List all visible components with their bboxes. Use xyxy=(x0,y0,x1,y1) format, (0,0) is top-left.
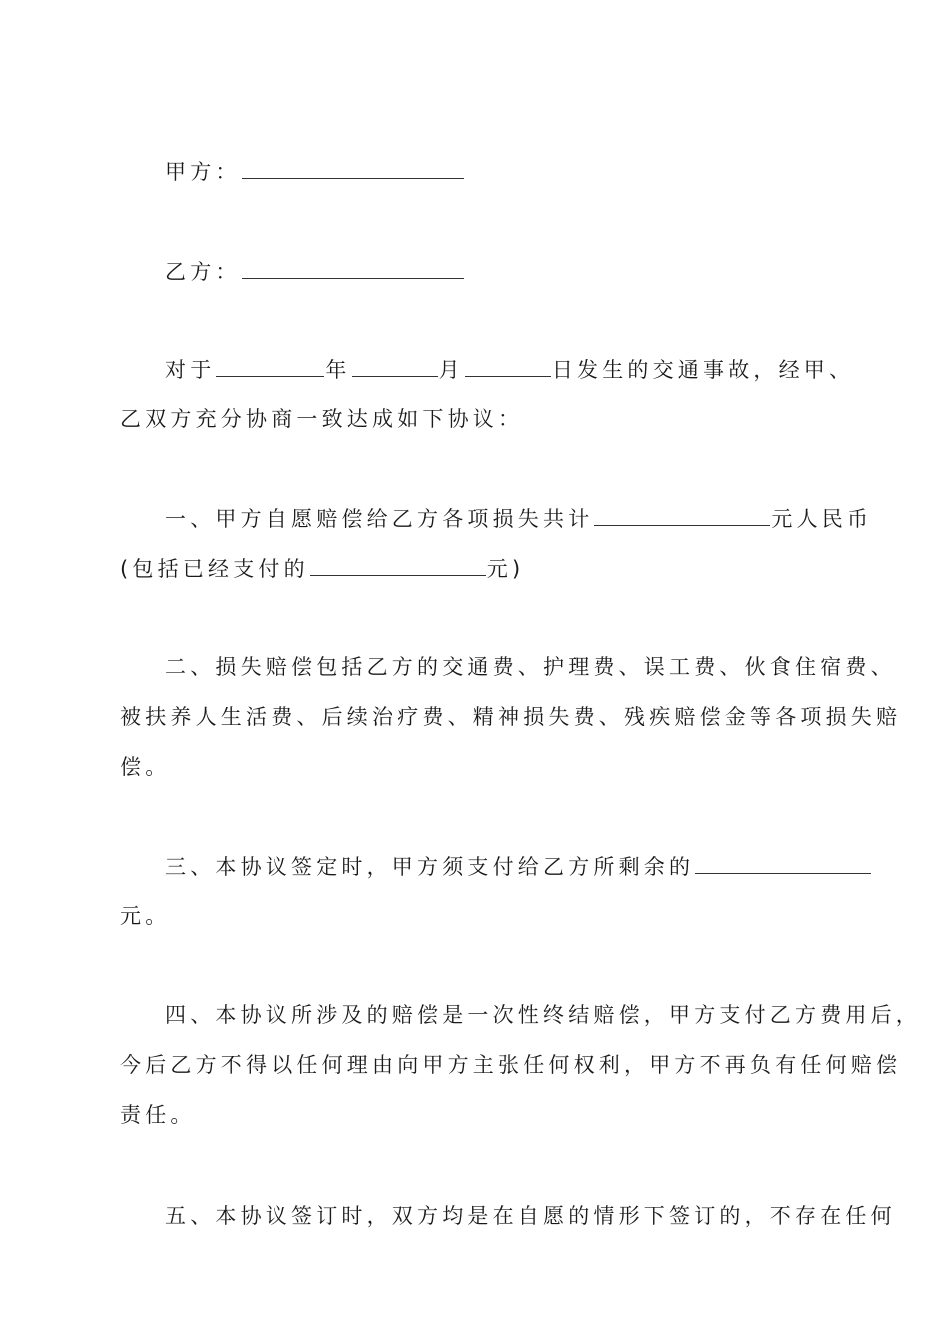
clause-4-line-2: 今后乙方不得以任何理由向甲方主张任何权利，甲方不再负有任何赔偿 xyxy=(120,1053,902,1077)
clause-1-paid-suffix: 元) xyxy=(486,557,525,581)
clause-2-line-1: 二、损失赔偿包括乙方的交通费、护理费、误工费、伙食住宿费、 xyxy=(165,655,896,679)
party-b-blank xyxy=(242,256,464,279)
intro-prefix: 对于 xyxy=(165,358,216,382)
year-blank xyxy=(216,354,324,377)
party-a-label: 甲方： xyxy=(165,160,241,184)
party-b-line xyxy=(165,256,465,287)
intro-line-1 xyxy=(165,354,854,385)
clause-1-line-1 xyxy=(165,503,872,534)
clause-3-line-1 xyxy=(165,851,872,882)
month-blank xyxy=(352,354,438,377)
month-label: 月 xyxy=(438,358,464,382)
intro-line-2: 乙双方充分协商一致达成如下协议： xyxy=(120,407,524,431)
intro-suffix: 日发生的交通事故，经甲、 xyxy=(551,358,855,382)
paid-amount-blank xyxy=(310,553,486,576)
clause-1-prefix: 一、甲方自愿赔偿给乙方各项损失共计 xyxy=(165,507,594,531)
clause-4-line-3: 责任。 xyxy=(120,1103,196,1127)
clause-2-line-3: 偿。 xyxy=(120,755,171,779)
clause-5-line-1: 五、本协议签订时，双方均是在自愿的情形下签订的，不存在任何 xyxy=(165,1204,896,1228)
total-amount-blank xyxy=(594,503,770,526)
clause-1-suffix: 元人民币 xyxy=(771,507,873,531)
clause-1-paid-prefix: (包括已经支付的 xyxy=(120,557,309,581)
clause-2-line-2: 被扶养人生活费、后续治疗费、精神损失费、残疾赔偿金等各项损失赔 xyxy=(120,705,902,729)
clause-3-line-2: 元。 xyxy=(120,904,171,928)
clause-4-line-1: 四、本协议所涉及的赔偿是一次性终结赔偿，甲方支付乙方费用后， xyxy=(165,1003,921,1027)
party-a-blank xyxy=(242,156,464,179)
clause-1-line-2 xyxy=(120,553,524,584)
day-blank xyxy=(465,354,551,377)
clause-3-prefix: 三、本协议签定时，甲方须支付给乙方所剩余的 xyxy=(165,855,695,879)
party-a-line xyxy=(165,156,465,187)
year-label: 年 xyxy=(325,358,351,382)
party-b-label: 乙方： xyxy=(165,260,241,284)
remaining-amount-blank xyxy=(695,851,871,874)
